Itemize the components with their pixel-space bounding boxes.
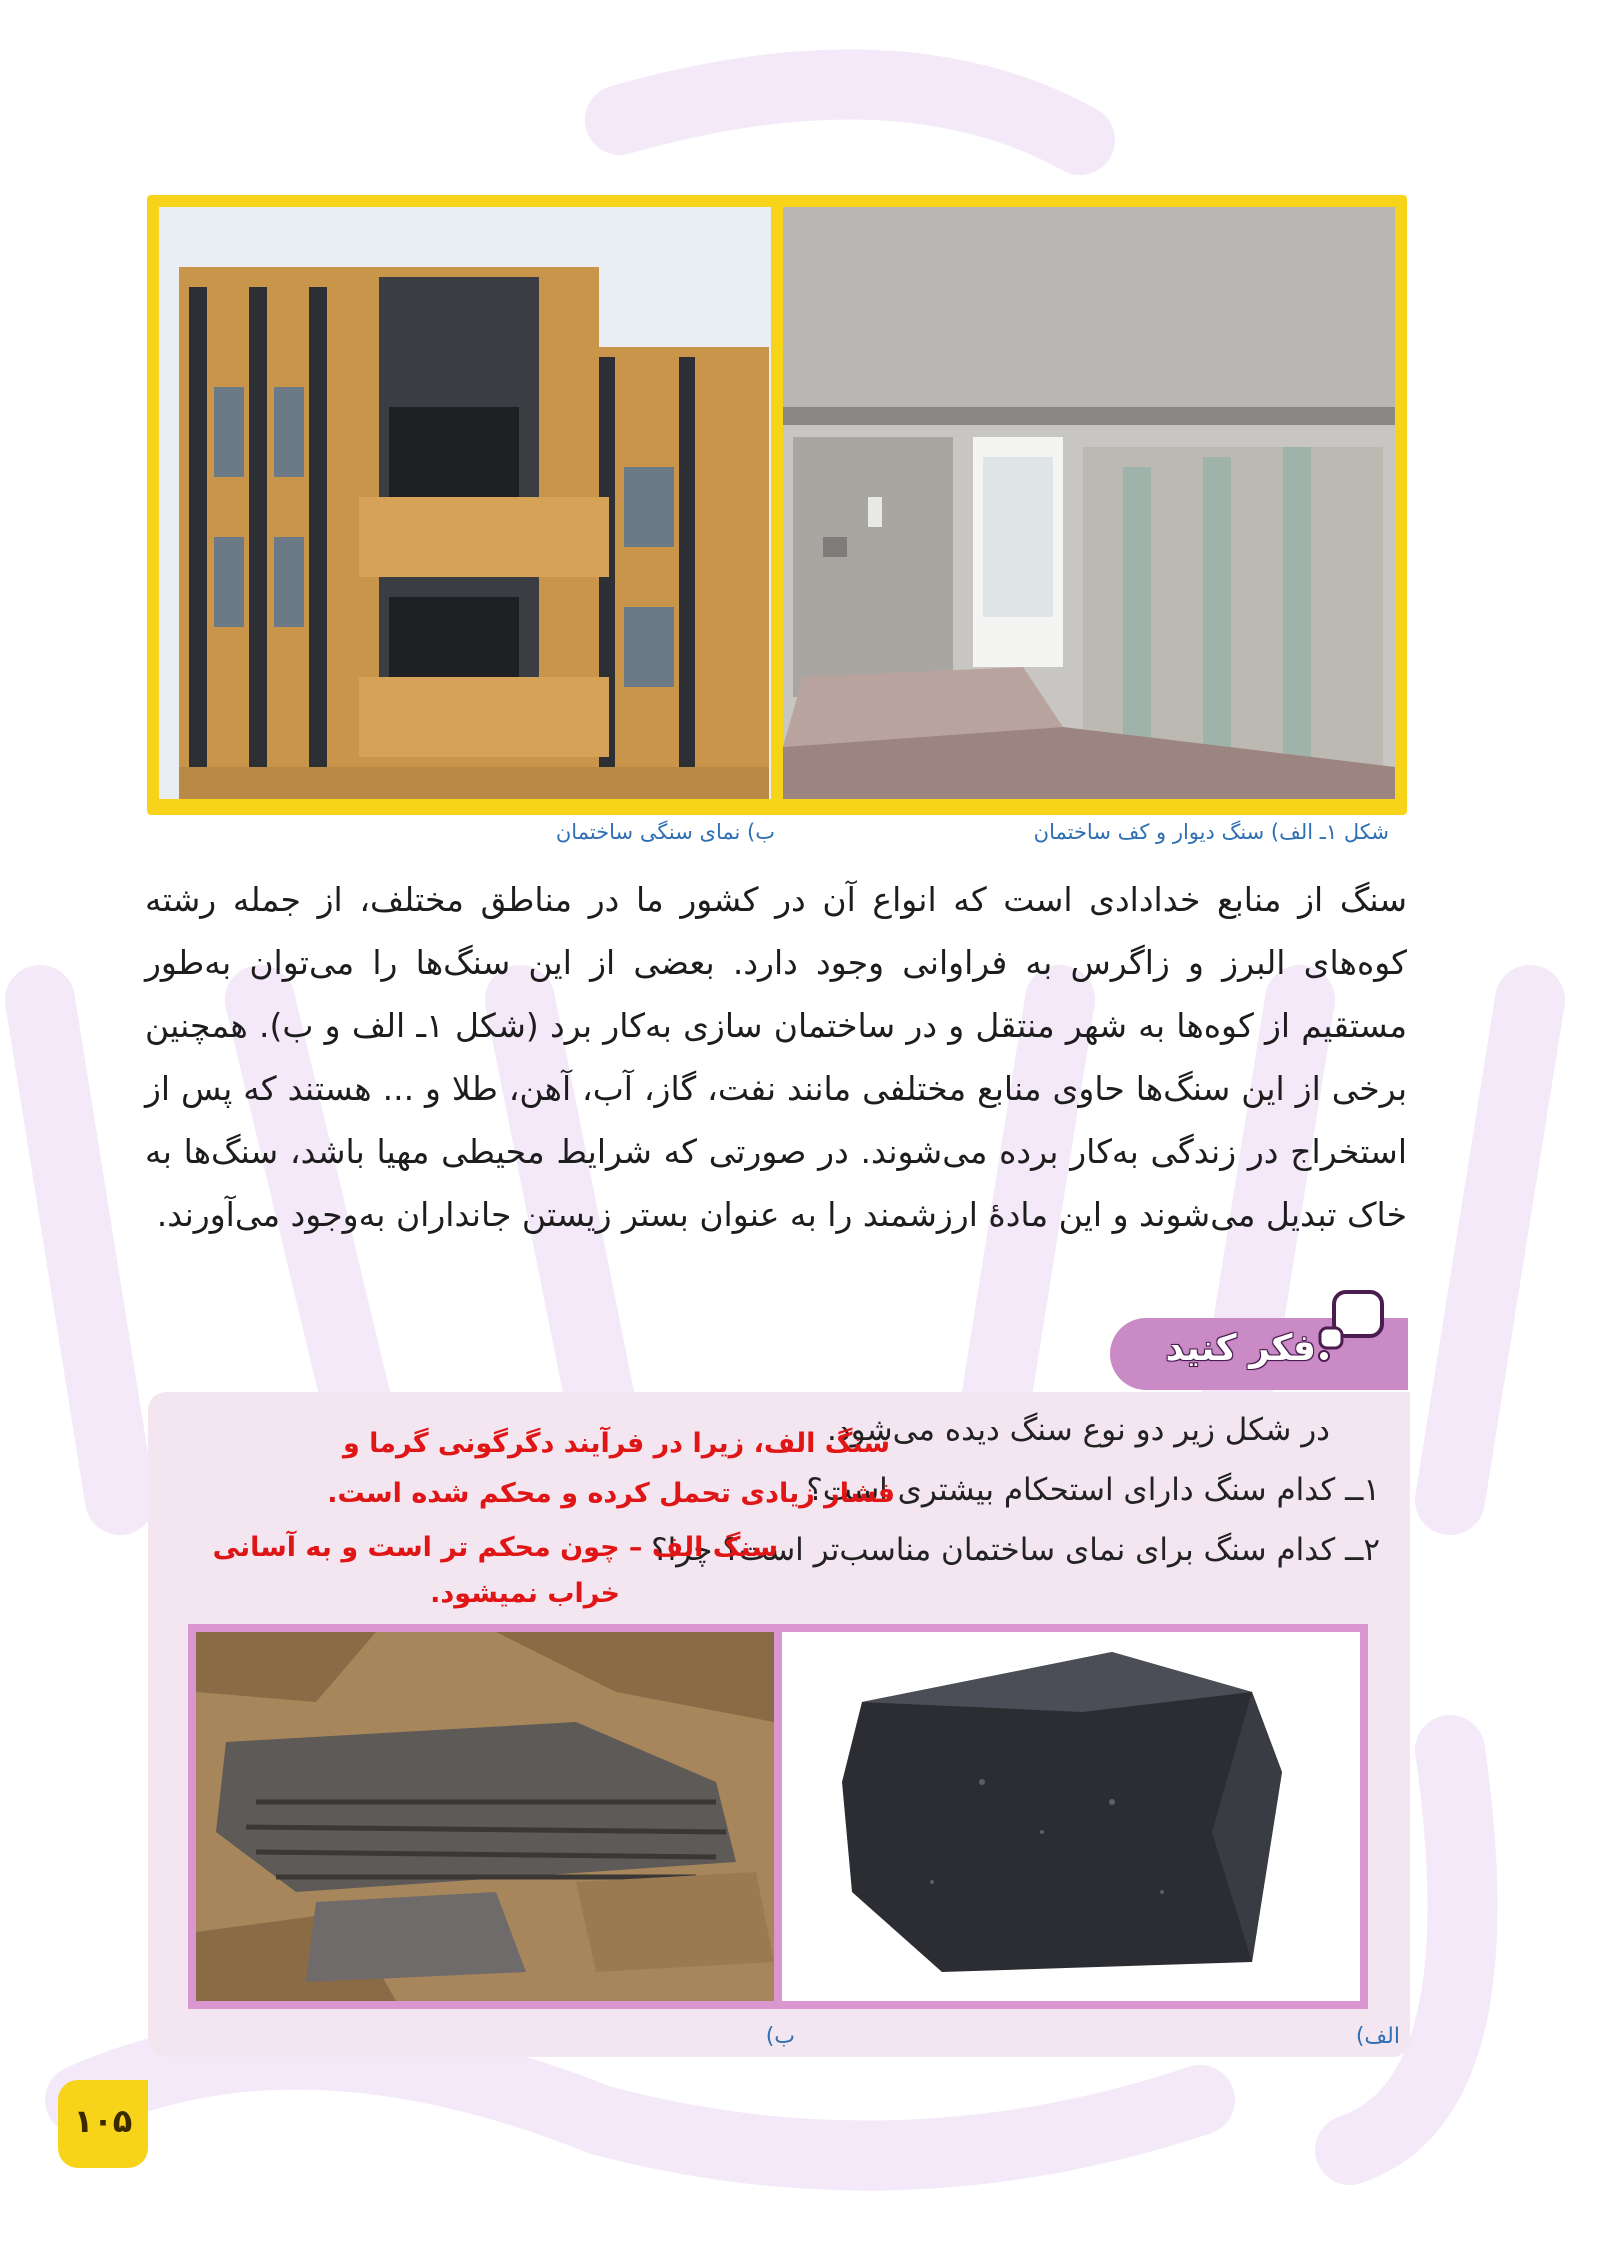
stone-facade-photo <box>159 207 771 799</box>
figure-caption-b: ب) نمای سنگی ساختمان <box>555 820 775 844</box>
question-1: ۱ــ کدام سنگ دارای استحکام بیشتری است؟ <box>806 1472 1380 1508</box>
label-a: الف) <box>1355 2024 1400 2049</box>
body-paragraph: سنگ از منابع خدادادی است که انواع آن در کشور ما در مناطق مختلف، از جمله رشته کوه‌های البرز و زاگرس به فراوانی وجود دارد. بعضی از این سنگ‌ها را می‌توان به‌طور مستقیم از کوه‌ها به شهر منتقل و در ساختمان سازی به‌کار برد (شکل ۱ـ الف و ب). همچنین برخی از این سنگ‌ها حاوی منابع مختلفی مانند نفت، گاز، آب، آهن، طلا و ... هستند که پس از استخراج در زندگی به‌کار برده می‌شوند. در صورتی که شرایط محیطی مهیا باشد، سنگ‌ها به خاک تبدیل می‌شوند و این مادهٔ ارزشمند را به عنوان بستر زیستن جانداران به‌وجود می‌آورند. <box>145 880 1407 1234</box>
think-intro: در شکل زیر دو نوع سنگ دیده می‌شود. <box>826 1412 1330 1448</box>
page-number: ۱۰۵ <box>73 2102 133 2140</box>
figure-caption-a: شکل ۱ـ الف) سنگ دیوار و کف ساختمان <box>1033 820 1389 844</box>
answer-1-line-1: سنگ الف، زیرا در فرآیند دگرگونی گرما و <box>342 1428 890 1459</box>
thought-bubble-icon <box>1316 1288 1388 1366</box>
answer-2-line-2: خراب نمیشود. <box>430 1578 620 1609</box>
question-2: ۲ــ کدام سنگ برای نمای ساختمان مناسب‌تر است؟ چرا؟ <box>651 1532 1380 1568</box>
answer-2-line-1: سنگ الف – چون محکم تر است و به آسانی <box>212 1532 778 1563</box>
rock-a-photo <box>782 1632 1360 2001</box>
rock-b-photo <box>196 1632 774 2001</box>
rock-images-frame <box>188 1624 1368 2009</box>
top-figure-frame <box>147 195 1407 844</box>
think-title: فکر کنید <box>1165 1328 1316 1369</box>
label-b: ب) <box>765 2024 795 2049</box>
page-number-badge <box>58 2080 148 2168</box>
answer-1-line-2: فشار زیادی تحمل کرده و محکم شده است. <box>327 1478 895 1509</box>
think-section-header <box>1110 1318 1408 1390</box>
stone-wall-floor-photo <box>783 207 1395 799</box>
think-box <box>148 1392 1410 2057</box>
